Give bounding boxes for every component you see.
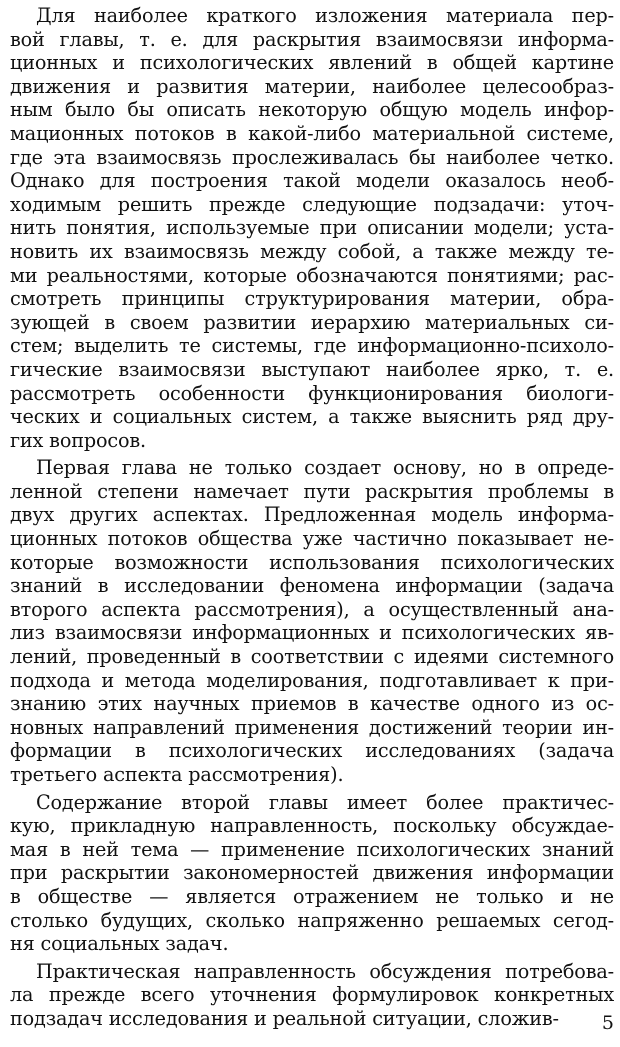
- text-line: гих вопросов.: [10, 428, 146, 452]
- text-line: движения и развития материи, наиболее целесообраз-: [10, 74, 614, 98]
- page-body: [10, 4, 614, 1031]
- paragraph: [10, 791, 614, 956]
- text-line: гические взаимосвязи выступают наиболее ярко, т. е.: [10, 357, 614, 381]
- text-line: нить понятия, используемые при описании модели; уста-: [10, 216, 614, 240]
- page-number: 5: [601, 1012, 614, 1034]
- text-line: Для наиболее краткого изложения материала пер-: [36, 4, 614, 27]
- text-line: ционных потоков общества уже частично показывает не-: [10, 527, 614, 551]
- text-line: Содержание второй главы имеет более практичес-: [36, 790, 614, 814]
- text-line: ми реальностями, которые обозначаются понятиями; рас-: [10, 263, 614, 287]
- text-line: столько будущих, сколько напряженно решаемых сегод-: [10, 908, 614, 932]
- text-line: лиз взаимосвязи информационных и психологических яв-: [10, 621, 614, 645]
- text-line: мая в ней тема — применение психологических знаний: [10, 837, 614, 861]
- text-line: при раскрытии закономерностей движения информации: [10, 861, 614, 885]
- text-line: Однако для построения такой модели оказалось необ-: [10, 169, 614, 193]
- text-line: новных направлений применения достижений теории ин-: [10, 715, 614, 739]
- text-line: формации в психологических исследованиях (задача: [10, 739, 614, 763]
- text-line: кую, прикладную направленность, поскольку обсуждае-: [10, 814, 614, 838]
- text-line: ционных и психологических явлений в общей картине: [10, 51, 614, 75]
- text-line: ла прежде всего уточнения формулировок конкретных: [10, 983, 614, 1007]
- paragraph: [10, 960, 614, 1031]
- text-line: знанию этих научных приемов в качестве одного из ос-: [10, 692, 614, 716]
- text-line: лений, проведенный в соответствии с идеями системного: [10, 645, 614, 669]
- text-line: в обществе — является отражением не только и не: [10, 884, 614, 908]
- text-line: ленной степени намечает пути раскрытия проблемы в: [10, 479, 614, 503]
- text-line: вой главы, т. е. для раскрытия взаимосвязи информа-: [10, 27, 614, 51]
- text-line: ня социальных задач.: [10, 932, 229, 956]
- text-line: подхода и метода моделирования, подготавливает к при-: [10, 668, 614, 692]
- paragraph: [10, 4, 614, 452]
- text-line: знаний в исследовании феномена информации (задача: [10, 574, 614, 598]
- text-line: подзадач исследования и реальной ситуации, сложив-: [10, 1006, 559, 1030]
- text-line: Первая глава не только создает основу, но в опреде-: [36, 456, 614, 480]
- text-line: ходимым решить прежде следующие подзадачи: уточ-: [10, 192, 614, 216]
- text-line: где эта взаимосвязь прослеживалась бы наиболее четко.: [10, 145, 614, 169]
- text-line: новить их взаимосвязь между собой, а также между те-: [10, 239, 614, 263]
- text-line: рассмотреть особенности функционирования биологи-: [10, 381, 614, 405]
- text-line: мационных потоков в какой-либо материальной системе,: [10, 121, 614, 145]
- text-line: Практическая направленность обсуждения потребова-: [36, 959, 614, 983]
- text-line: смотреть принципы структурирования материи, обра-: [10, 287, 614, 311]
- text-line: двух других аспектах. Предложенная модель информа-: [10, 503, 614, 527]
- text-line: зующей в своем развитии иерархию материальных си-: [10, 310, 614, 334]
- text-line: которые возможности использования психологических: [10, 550, 614, 574]
- text-line: ческих и социальных систем, а также выяснить ряд дру-: [10, 405, 614, 429]
- text-line: второго аспекта рассмотрения), а осуществленный ана-: [10, 597, 614, 621]
- paragraph: [10, 456, 614, 786]
- text-line: ным было бы описать некоторую общую модель инфор-: [10, 98, 614, 122]
- text-line: стем; выделить те системы, где информационно-психоло-: [10, 334, 614, 358]
- text-line: третьего аспекта рассмотрения).: [10, 763, 344, 786]
